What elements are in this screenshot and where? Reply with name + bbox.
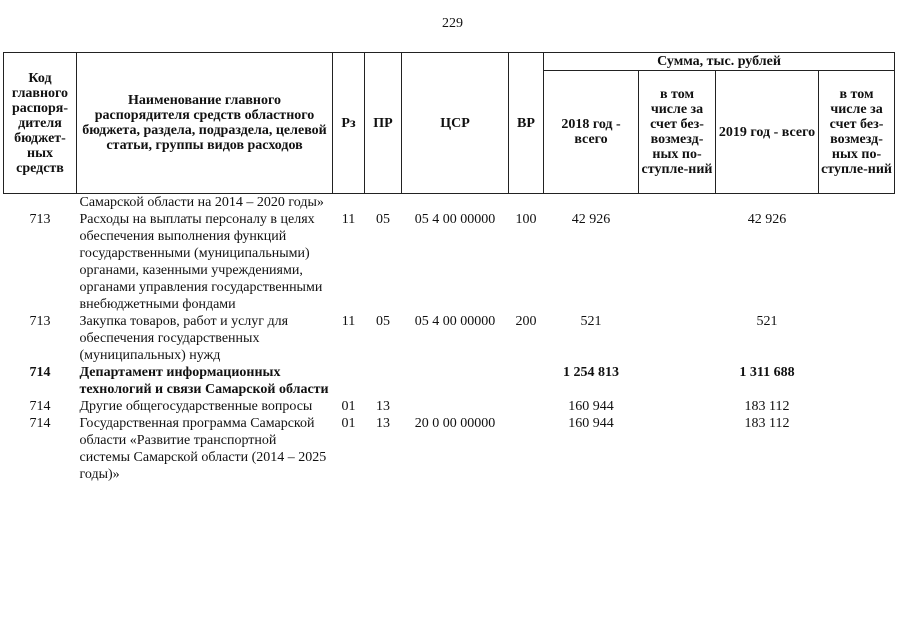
row-code: 714 — [29, 365, 51, 380]
row-pr — [365, 194, 402, 212]
table-row — [4, 313, 895, 364]
header-2018-total: 2018 год - всего — [544, 71, 639, 194]
row-code — [4, 194, 77, 212]
row-2019-incl — [819, 364, 895, 398]
row-2018-incl — [639, 313, 716, 364]
row-rz: 01 — [341, 416, 356, 431]
row-pr: 05 — [376, 314, 390, 329]
row-vr — [509, 398, 544, 415]
row-vr — [509, 415, 544, 483]
row-2018-incl — [639, 364, 716, 398]
table-row — [4, 211, 895, 313]
row-name: Другие общегосударственные вопросы — [79, 399, 313, 414]
row-pr: 13 — [376, 416, 390, 431]
row-2018-total: 1 254 813 — [563, 365, 619, 380]
row-name: Расходы на выплаты персоналу в целях обеспечения выполнения функций государственными (муниципальными) органами, казенными учреждениями, органами управления государственными внебюджетными фондами — [79, 212, 323, 312]
header-rz: Рз — [333, 53, 365, 194]
row-vr — [509, 364, 544, 398]
row-2018-incl — [639, 398, 716, 415]
row-rz — [333, 364, 365, 398]
row-2019-incl — [819, 194, 895, 212]
header-pr: ПР — [365, 53, 402, 194]
table-header — [4, 53, 895, 194]
row-2019-total: 1 311 688 — [739, 365, 795, 380]
row-2018-total: 160 944 — [568, 399, 614, 414]
budget-table — [3, 52, 895, 483]
row-rz — [333, 194, 365, 212]
row-2018-total — [544, 194, 639, 212]
table-row — [4, 398, 895, 415]
table-row — [4, 194, 895, 212]
header-2018-incl: в том числе за счет без-возмезд-ных по-ступле-ний — [639, 71, 716, 194]
row-2019-incl — [819, 211, 895, 313]
row-vr: 200 — [515, 314, 537, 329]
row-csr — [402, 194, 509, 212]
row-rz: 11 — [341, 212, 356, 227]
row-2019-incl — [819, 398, 895, 415]
header-code: Код главного распоря-дителя бюджет-ных средств — [4, 53, 77, 194]
header-2019-incl: в том числе за счет без-возмезд-ных по-ступле-ний — [819, 71, 895, 194]
row-name: Государственная программа Самарской области «Развитие транспортной системы Самарской области (2014 – 2025 годы)» — [79, 416, 327, 482]
row-csr: 05 4 00 00000 — [414, 212, 496, 227]
row-2018-incl — [639, 194, 716, 212]
row-2019-total: 42 926 — [747, 212, 787, 227]
row-name: Самарской области на 2014 – 2020 годы» — [79, 195, 324, 210]
row-code: 714 — [29, 399, 51, 414]
row-code: 713 — [29, 212, 51, 227]
row-rz: 01 — [341, 399, 356, 414]
row-vr: 100 — [515, 212, 537, 227]
header-2019-total: 2019 год - всего — [716, 71, 819, 194]
row-2018-total: 160 944 — [568, 416, 614, 431]
row-pr: 13 — [376, 399, 390, 414]
header-vr: ВР — [509, 53, 544, 194]
page-number: 229 — [442, 16, 463, 31]
header-sum: Сумма, тыс. рублей — [544, 53, 895, 71]
row-2018-total: 521 — [580, 314, 602, 329]
row-2019-total: 183 112 — [744, 416, 790, 431]
row-vr — [509, 194, 544, 212]
row-2019-total: 521 — [756, 314, 778, 329]
row-code: 714 — [29, 416, 51, 431]
row-2019-incl — [819, 313, 895, 364]
row-2019-total — [716, 194, 819, 212]
row-code: 713 — [29, 314, 51, 329]
row-rz: 11 — [341, 314, 356, 329]
header-csr: ЦСР — [402, 53, 509, 194]
row-2019-incl — [819, 415, 895, 483]
row-name: Закупка товаров, работ и услуг для обеспечения государственных (муниципальных) нужд — [79, 314, 289, 363]
row-name: Департамент информационных технологий и связи Самарской области — [79, 365, 329, 397]
row-csr — [402, 364, 509, 398]
row-pr: 05 — [376, 212, 390, 227]
row-2019-total: 183 112 — [744, 399, 790, 414]
header-name: Наименование главного распорядителя средств областного бюджета, раздела, подраздела, целевой статьи, группы видов расходов — [77, 53, 333, 194]
row-2018-total: 42 926 — [571, 212, 611, 227]
row-csr: 05 4 00 00000 — [414, 314, 496, 329]
row-2018-incl — [639, 211, 716, 313]
table-row — [4, 364, 895, 398]
row-2018-incl — [639, 415, 716, 483]
row-pr — [365, 364, 402, 398]
row-csr: 20 0 00 00000 — [414, 416, 496, 431]
table-row — [4, 415, 895, 483]
table-body — [4, 194, 895, 484]
row-csr — [402, 398, 509, 415]
